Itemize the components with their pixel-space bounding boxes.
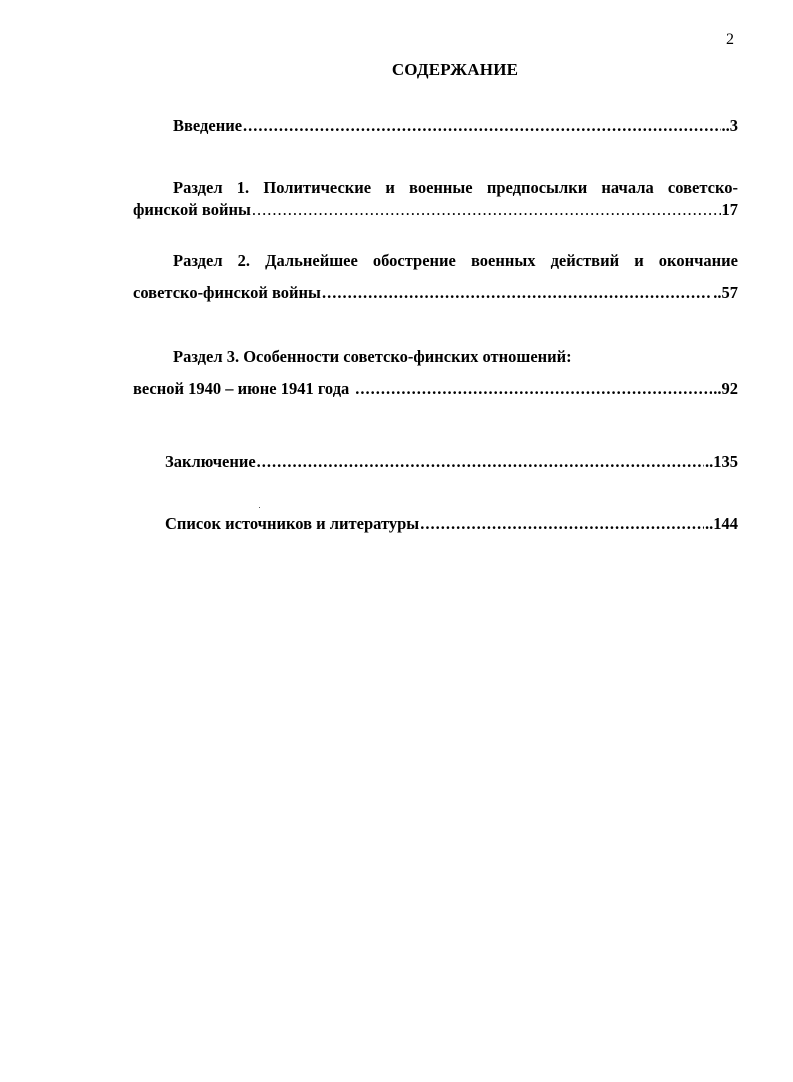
toc-entry-label: финской войны <box>133 200 251 219</box>
toc-entry-label: Заключение <box>165 452 256 471</box>
toc-entry-bibliography <box>165 514 738 534</box>
dot-leader <box>243 116 720 136</box>
dot-leader <box>257 452 704 472</box>
dot-leader <box>355 379 712 399</box>
toc-entry-label: Введение <box>173 116 243 135</box>
page-number: 2 <box>726 31 734 48</box>
scan-speck <box>259 507 260 508</box>
toc-entry-section-1-line1: Раздел 1. Политические и военные предпосылки начала советско- <box>173 178 738 197</box>
toc-entry-section-3-line1: Раздел 3. Особенности советско-финских отношений: <box>173 347 572 366</box>
toc-entry-page: ..144 <box>705 514 738 533</box>
toc-entry-section-3 <box>133 379 738 399</box>
toc-entry-conclusion <box>165 452 738 472</box>
toc-entry-section-2-line1: Раздел 2. Дальнейшее обострение военных действий и окончание <box>173 251 738 270</box>
dot-leader <box>322 283 712 303</box>
toc-entry-page: ..92 <box>713 379 738 398</box>
toc-entry-section-1 <box>133 200 738 220</box>
toc-entry-label: советско-финской войны <box>133 283 321 302</box>
toc-entry-page: ..135 <box>705 452 738 471</box>
toc-entry-introduction <box>173 116 738 136</box>
page-title: СОДЕРЖАНИЕ <box>391 60 519 79</box>
toc-entry-page: ..3 <box>721 116 738 135</box>
toc-entry-section-2 <box>133 283 738 303</box>
dot-leader <box>252 200 721 220</box>
toc-entry-label: Список источников и литературы <box>165 514 420 533</box>
toc-entry-label: весной 1940 – июне 1941 года <box>133 379 350 398</box>
toc-entry-page: 17 <box>721 200 738 219</box>
toc-entry-page: ..57 <box>713 283 738 302</box>
dot-leader <box>420 514 704 534</box>
